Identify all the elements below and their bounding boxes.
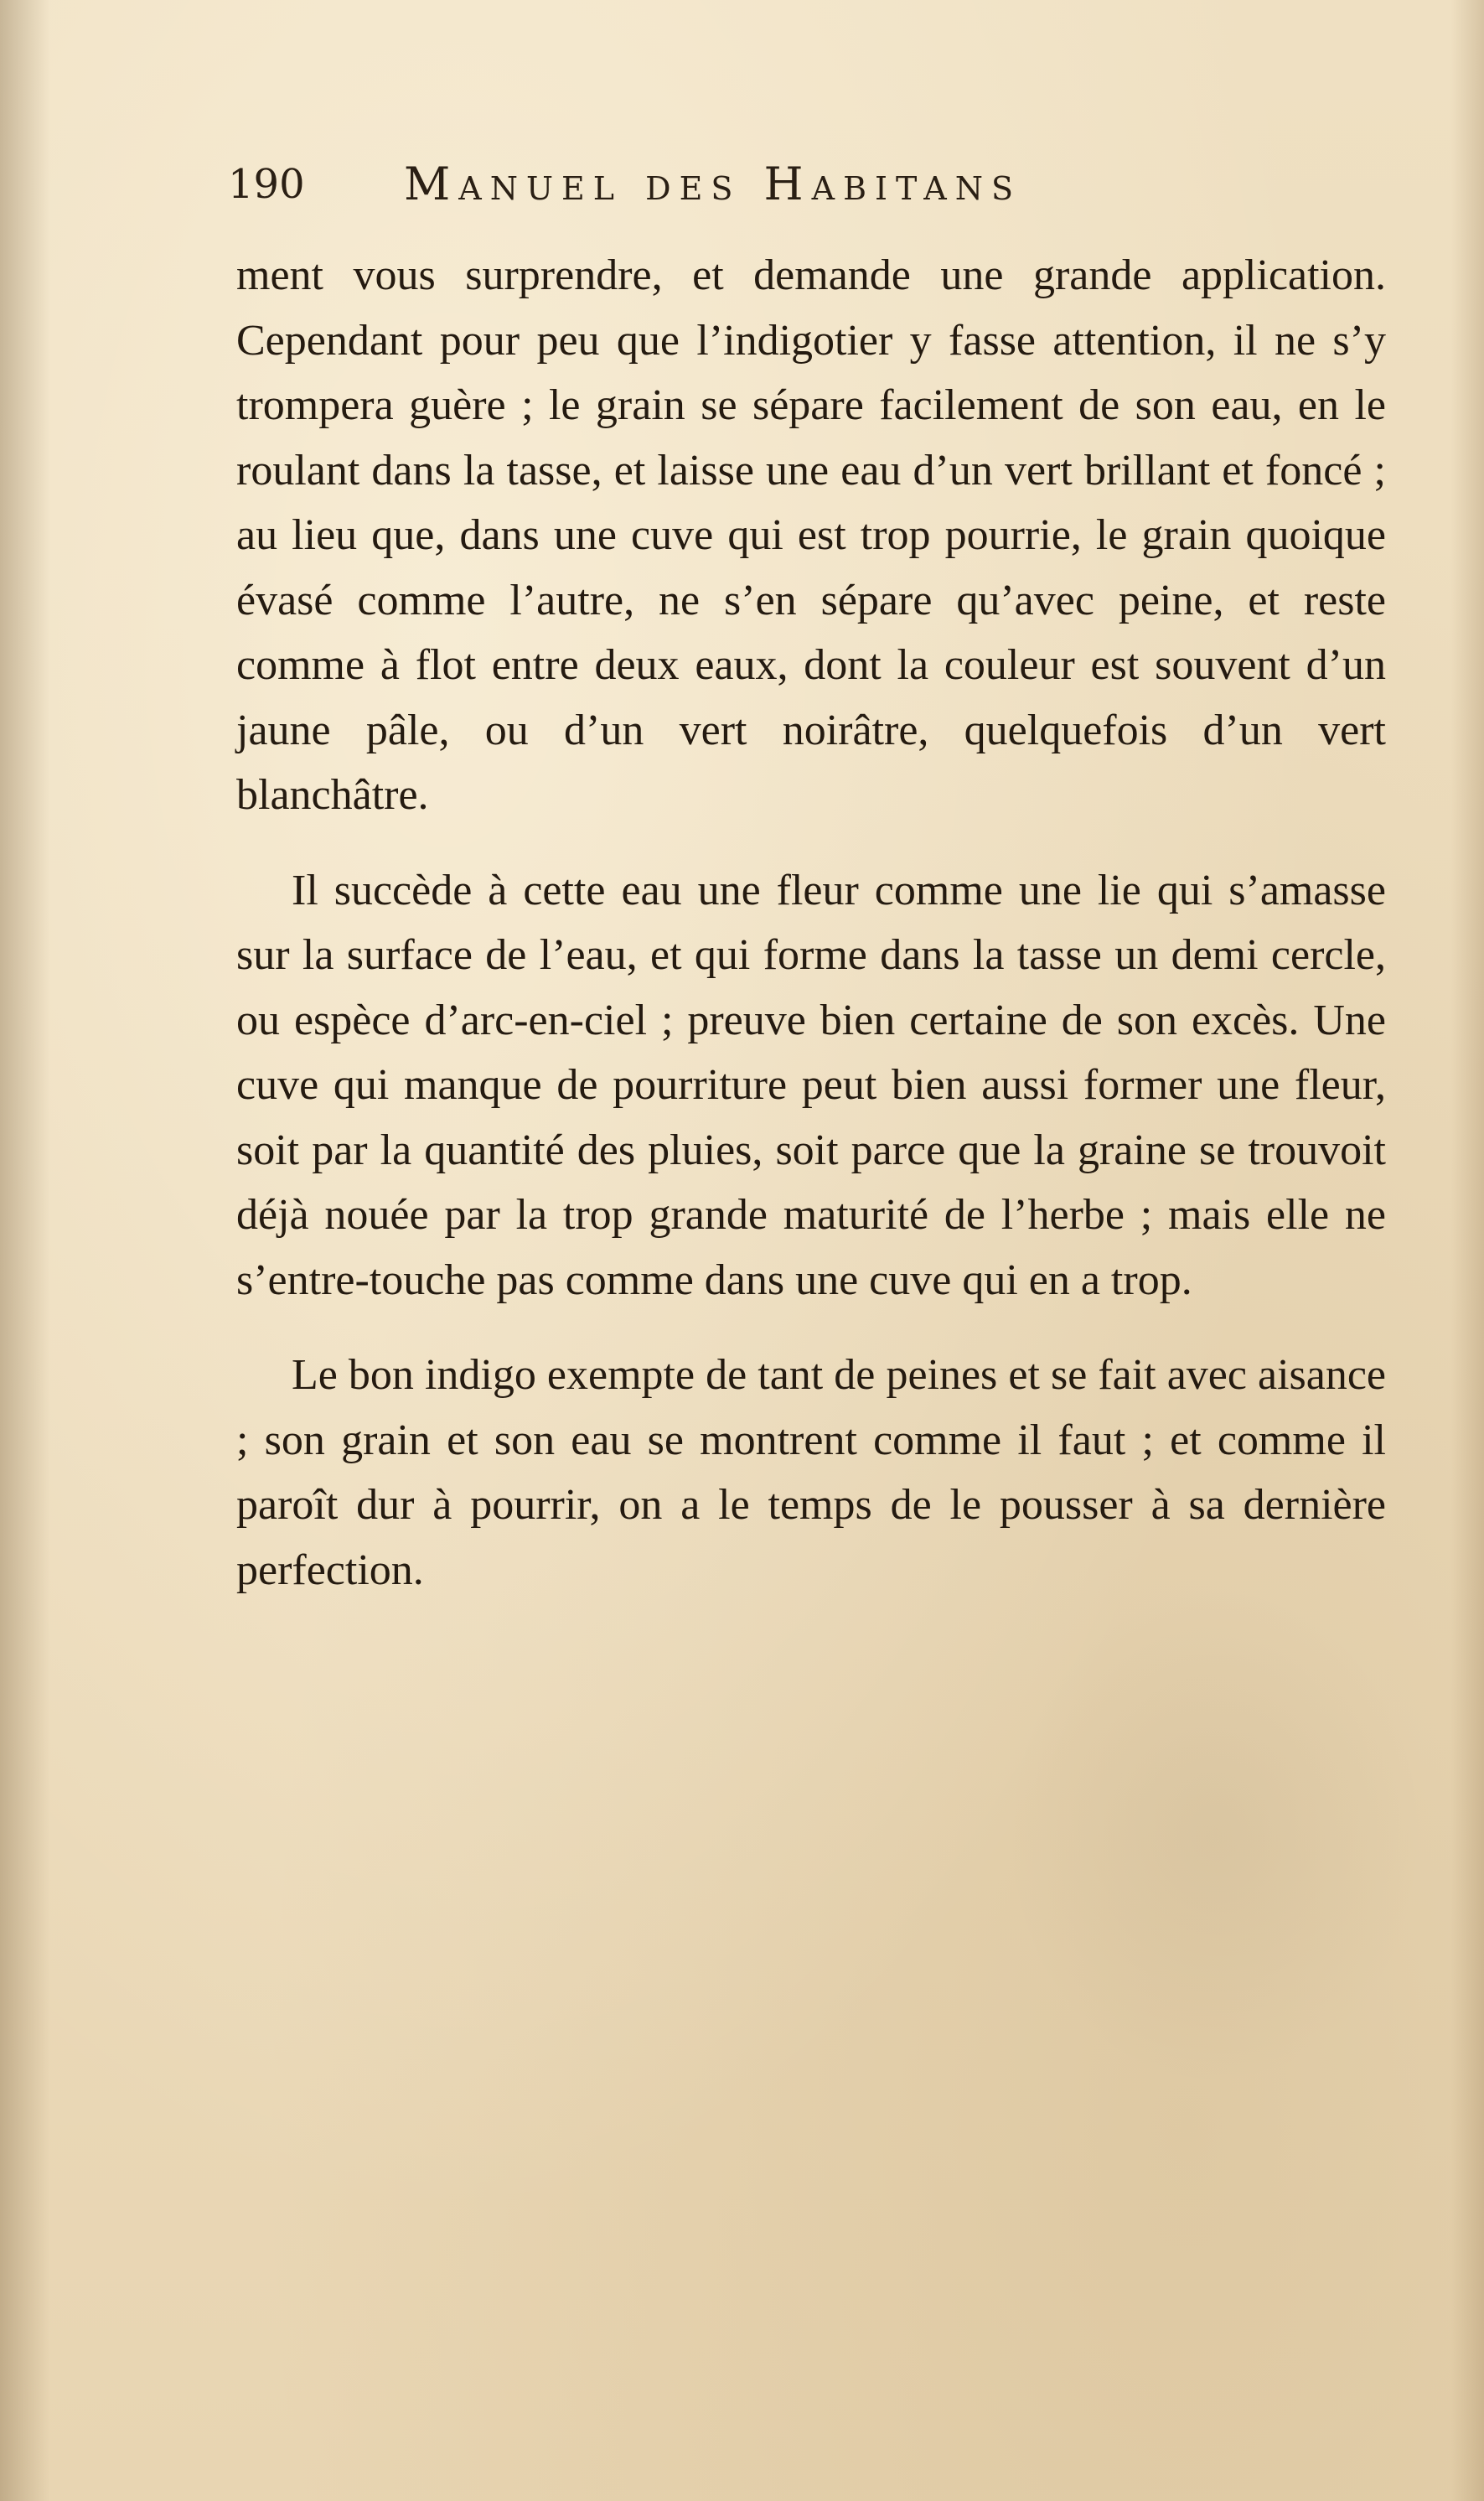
paragraph: Il succède à cette eau une fleur comme une lie qui s’amasse sur la surface de l’eau, et qui forme dans la tasse un demi cercle, ou espèce d’arc-en-ciel ; preuve bien certaine de son excès. Une cuve qui manque de pourriture peut bien aussi former une fleur, soit par la quantité des pluies, soit parce que la graine se trouvoit déjà nouée par la trop grande maturité de l’herbe ; mais elle ne s’entre-touche pas comme dans une cuve qui en a trop. xyxy=(236,866,1386,1304)
running-head: Manuel des Habitans xyxy=(404,158,1022,210)
paragraph: Le bon indigo exempte de tant de peines et se fait avec aisance ; son grain et son eau se montrent comme il faut ; et comme il paroît dur à pourrir, on a le temps de le pousser à sa dernière perfection. xyxy=(236,1351,1386,1594)
spine-shadow xyxy=(0,0,50,2501)
page-number: 190 xyxy=(228,161,305,208)
paragraph: ment vous surprendre, et demande une grande application. Cependant pour peu que l’indigotier y fasse attention, il ne s’y trompera guère ; le grain se sépare facilement de son eau, en le roulant dans la tasse, et laisse une eau d’un vert brillant et foncé ; au lieu que, dans une cuve qui est trop pourrie, le grain quoique évasé comme l’autre, ne s’en sépare qu’avec peine, et reste comme à flot entre deux eaux, dont la couleur est souvent d’un jaune pâle, ou d’un vert noirâtre, quelquefois d’un vert blanchâtre. xyxy=(236,251,1386,819)
show-through-bleed xyxy=(1006,1584,1425,2087)
body-text xyxy=(236,243,1386,1603)
page-edge-shadow xyxy=(1450,0,1484,2501)
page-header xyxy=(228,151,1233,218)
